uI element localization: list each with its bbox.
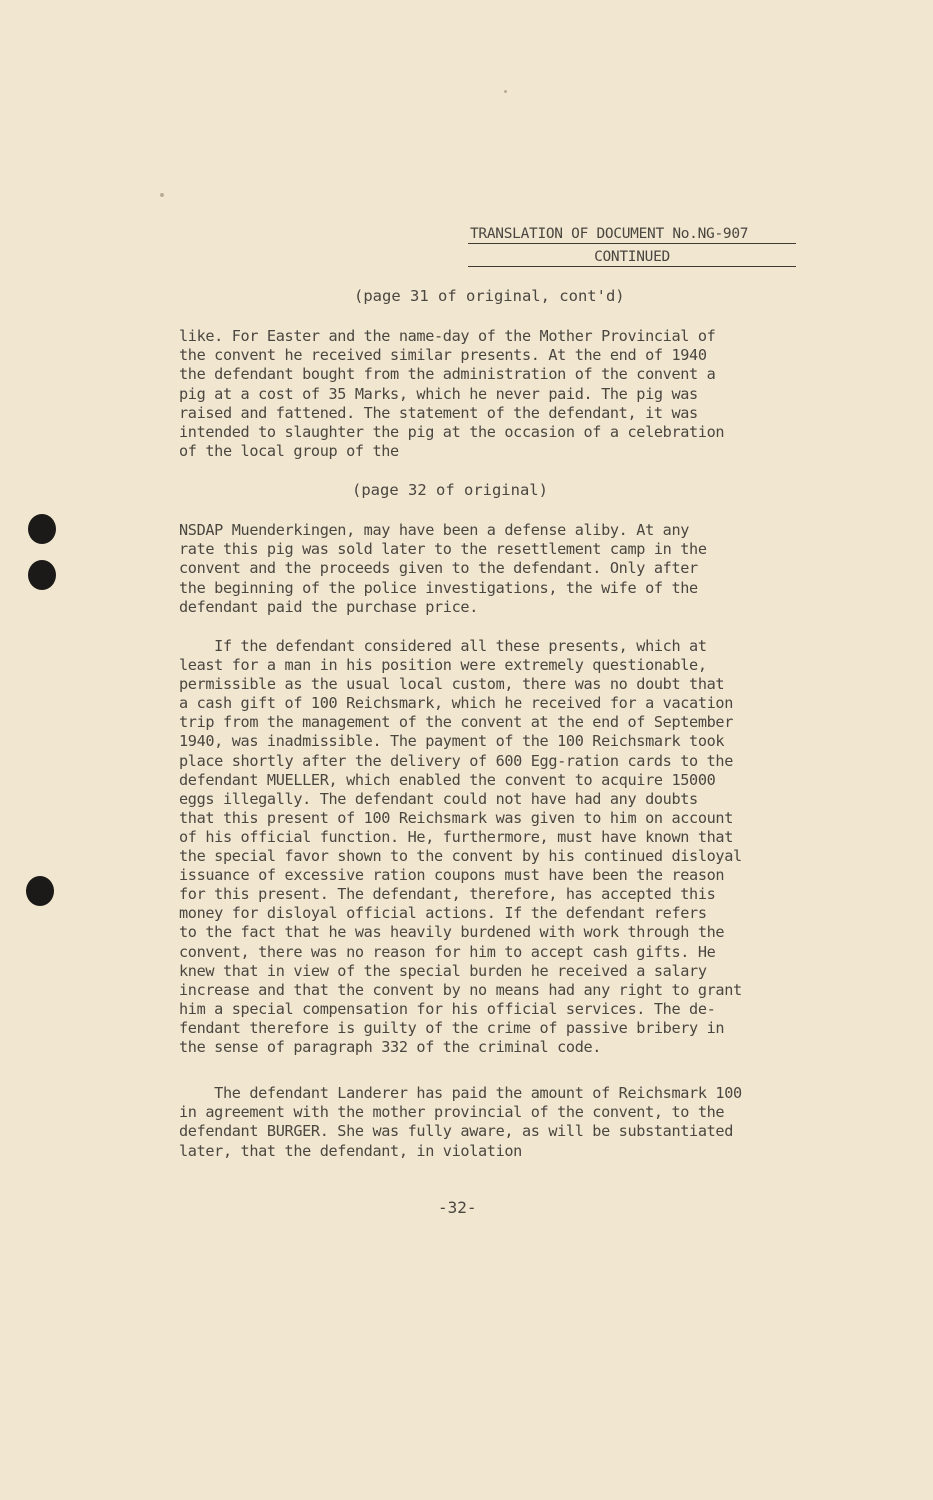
text-line: a cash gift of 100 Reichsmark, which he received for a vacation xyxy=(179,694,734,713)
text-line: permissible as the usual local custom, there was no doubt that xyxy=(179,675,725,694)
text-line: issuance of excessive ration coupons must have been the reason xyxy=(179,866,725,885)
text-line: defendant MUELLER, which enabled the convent to acquire 15000 xyxy=(179,770,716,789)
text-line: to the fact that he was heavily burdened with work through the xyxy=(179,923,725,942)
text-line: least for a man in his position were extremely questionable, xyxy=(179,656,707,675)
text-line: the defendant bought from the administration of the convent a xyxy=(179,365,716,384)
text-line: knew that in view of the special burden he received a salary xyxy=(179,961,707,980)
text-line: the beginning of the police investigations, the wife of the xyxy=(179,578,698,597)
text-line: money for disloyal official actions. If the defendant refers xyxy=(179,904,707,923)
text-line: eggs illegally. The defendant could not have had any doubts xyxy=(179,789,698,808)
header-title: TRANSLATION OF DOCUMENT No.NG-907 xyxy=(468,226,796,244)
text-line: fendant therefore is guilty of the crime of passive bribery in xyxy=(179,1018,725,1037)
punch-hole xyxy=(26,876,54,906)
text-line: rate this pig was sold later to the resettlement camp in the xyxy=(179,540,707,559)
text-line: defendant BURGER. She was fully aware, as will be substantiated xyxy=(179,1122,734,1141)
text-line: If the defendant considered all these presents, which at xyxy=(179,637,707,655)
text-line: trip from the management of the convent at the end of September xyxy=(179,713,734,732)
text-line: that this present of 100 Reichsmark was given to him on account xyxy=(179,808,734,827)
text-line: convent and the proceeds given to the defendant. Only after xyxy=(179,559,698,578)
text-line: him a special compensation for his official services. The de- xyxy=(179,999,716,1018)
text-line: the sense of paragraph 332 of the criminal code. xyxy=(179,1037,602,1056)
punch-hole xyxy=(28,514,56,544)
text-line: for this present. The defendant, therefore, has accepted this xyxy=(179,885,716,904)
paragraph-3 xyxy=(179,637,799,1057)
text-line: 1940, was inadmissible. The payment of the 100 Reichsmark took xyxy=(179,732,725,751)
paper-speck xyxy=(504,90,507,93)
paragraph-1 xyxy=(179,327,799,461)
paper-speck xyxy=(160,193,164,197)
text-line: of his official function. He, furthermore, must have known that xyxy=(179,827,734,846)
text-line: place shortly after the delivery of 600 Egg-ration cards to the xyxy=(179,751,734,770)
text-line: intended to slaughter the pig at the occasion of a celebration xyxy=(179,423,725,442)
text-line: The defendant Landerer has paid the amount of Reichsmark 100 xyxy=(179,1084,742,1102)
paragraph-4 xyxy=(179,1084,799,1161)
paragraph-2 xyxy=(179,521,799,617)
punch-hole xyxy=(28,560,56,590)
text-line: NSDAP Muenderkingen, may have been a defense aliby. At any xyxy=(179,521,690,539)
text-line: the convent he received similar presents. At the end of 1940 xyxy=(179,346,707,365)
text-line: the special favor shown to the convent by his continued disloyal xyxy=(179,847,742,866)
document-header xyxy=(468,226,796,267)
text-line: later, that the defendant, in violation xyxy=(179,1141,522,1160)
text-line: of the local group of the xyxy=(179,442,399,461)
text-line: raised and fattened. The statement of the defendant, it was xyxy=(179,403,698,422)
text-line: like. For Easter and the name-day of the Mother Provincial of xyxy=(179,327,716,345)
text-line: convent, there was no reason for him to accept cash gifts. He xyxy=(179,942,716,961)
page-reference-31: (page 31 of original, cont'd) xyxy=(354,287,625,305)
page-number: -32- xyxy=(438,1198,477,1217)
page-reference-32: (page 32 of original) xyxy=(352,481,548,499)
text-line: increase and that the convent by no means had any right to grant xyxy=(179,980,742,999)
header-subtitle: CONTINUED xyxy=(468,249,796,267)
text-line: pig at a cost of 35 Marks, which he never paid. The pig was xyxy=(179,384,698,403)
text-line: in agreement with the mother provincial of the convent, to the xyxy=(179,1103,725,1122)
text-line: defendant paid the purchase price. xyxy=(179,597,478,616)
